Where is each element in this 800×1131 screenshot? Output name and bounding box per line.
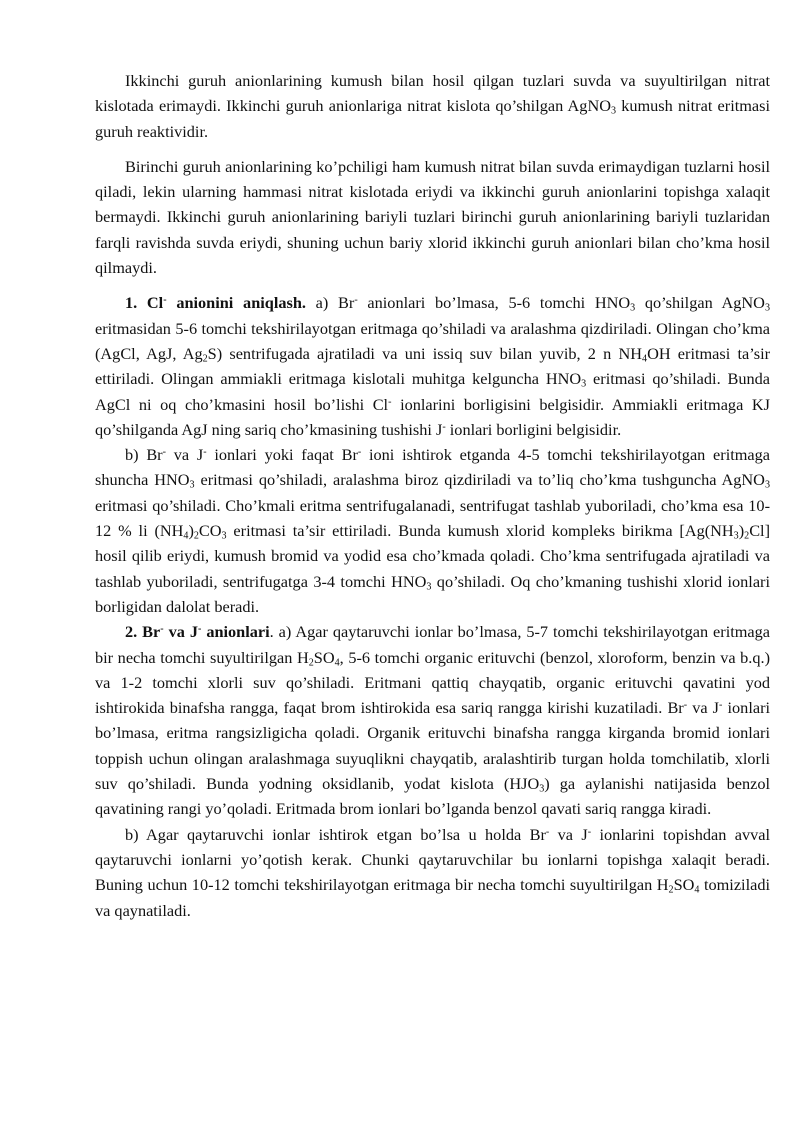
text-run: -: [587, 826, 592, 838]
text-run: -: [357, 446, 362, 458]
text-run: SO: [673, 875, 695, 895]
text-run: eritmasi qo’shiladi. Bunda AgCl ni oq cho’kmasini hosil bo’lishi Cl: [95, 369, 771, 414]
text-run: 2: [308, 657, 314, 669]
paragraph-chloride-detection: [95, 290, 770, 442]
paragraph-barium-salts: [95, 154, 770, 280]
text-run: . a) Agar qaytaruvchi ionlar bo’lmasa, 5-7 tomchi tekshirilayotgan eritmaga bir necha tomchi suyultirilgan H: [95, 622, 770, 667]
text-run: va J: [163, 622, 198, 642]
text-run: Cl] hosil qilib eriydi, kumush bromid va yodid esa cho’kmada qoladi. Cho’kma sentrifugada ajratiladi va tashlab yuboriladi, sentrifugatga 3-4 tomchi HNO: [95, 521, 770, 591]
text-run: anionlari bo’lmasa, 5-6 tomchi HNO: [357, 293, 631, 313]
text-run: -: [683, 699, 688, 711]
text-run: -: [162, 446, 166, 458]
text-run: b) Br: [125, 445, 163, 465]
text-run: 2: [744, 530, 750, 542]
text-run: 1. Cl: [125, 293, 164, 313]
text-run: -: [203, 446, 207, 458]
text-run: va J: [687, 698, 720, 718]
text-run: eritmasidan 5-6 tomchi tekshirilayotgan eritmaga qo’shiladi va aralashma qizdiriladi. Olingan cho’kma (AgCl, AgJ, Ag: [95, 318, 770, 363]
text-run: -: [160, 623, 164, 635]
text-run: S) sentrifugada ajratiladi va uni issiq suv bilan yuvib, 2 n NH: [207, 343, 643, 363]
text-run: 3: [221, 530, 227, 542]
text-run: eritmasi qo’shiladi, aralashma biroz qizdiriladi va to’liq cho’kma tushguncha AgNO: [194, 470, 765, 490]
text-run: Ikkinchi guruh anionlarining kumush bilan hosil qilgan tuzlari suvda va suyultirilgan nitrat kislotada erimaydi. Ikkinchi guruh anionlariga nitrat kislota qo’shilgan AgNO: [95, 71, 770, 116]
text-run: 2: [202, 353, 208, 365]
text-run: ionlari borligini belgisidir.: [445, 419, 622, 439]
text-run: va J: [165, 445, 204, 465]
text-run: Birinchi guruh anionlarining ko’pchiligi ham kumush nitrat bilan suvda erimaydigan tuzlarni hosil qiladi, lekin ularning hammasi nitrat kislotada eriydi va ikkinchi guruh anionlarini topishga xalaqit bermaydi. Ikkinchi guruh anionlarining bariyli tuzlari birinchi guruh anionlarining bariyli tuzlaridan farqli ravishda suvda eriydi, shuning uchun bariy xlorid ikkinchi guruh anionlari bilan cho’kma hosil qilmaydi.: [95, 156, 770, 278]
text-run: 2. Br: [125, 622, 161, 642]
text-run: 3: [630, 302, 636, 314]
text-run: qo’shiladi. Oq cho’kmaning tushishi xlorid ionlari borligidan dalolat beradi.: [95, 571, 770, 616]
text-run: -: [442, 421, 446, 433]
text-run: 4: [334, 657, 340, 669]
text-run: eritmasi ta’sir ettiriladi. Bunda kumush xlorid kompleks birikma [Ag(NH: [226, 521, 734, 541]
text-run: 4: [183, 530, 189, 542]
text-run: SO: [313, 647, 335, 667]
text-run: ionlari yoki faqat Br: [206, 445, 358, 465]
text-run: 3: [764, 302, 770, 314]
text-run: anionlari: [201, 622, 270, 642]
text-run: qo’shilgan AgNO: [635, 293, 765, 313]
text-run: anionini aniqlash.: [166, 293, 306, 313]
text-run: tomiziladi va qaynatiladi.: [95, 875, 770, 920]
text-run: ) ga aylanishi natijasida benzol qavatining rangi yo’qoladi. Eritmada brom ionlari bo’lganda benzol qavati sariq rangga kiradi.: [95, 774, 771, 819]
document-page: [95, 68, 770, 923]
text-run: 2: [668, 884, 674, 896]
text-run: 4: [694, 884, 700, 896]
text-run: -: [197, 623, 202, 635]
text-run: -: [163, 294, 167, 306]
text-run: 3: [189, 479, 195, 491]
text-run: 3: [610, 105, 617, 117]
text-run: -: [719, 699, 723, 711]
paragraph-reducing-ions: [95, 822, 770, 923]
text-run: 3: [764, 479, 770, 491]
paragraph-group-reagent: [95, 68, 770, 144]
text-run: 3: [733, 530, 739, 542]
text-run: 3: [581, 378, 587, 390]
text-run: ionlarini borligisini belgisidir. Ammiakli eritmaga KJ qo’shilganda AgJ ning sariq cho’kmasining tushishi J: [95, 394, 770, 439]
text-run: -: [388, 396, 392, 408]
text-run: CO: [198, 521, 222, 541]
text-run: 4: [642, 353, 648, 365]
text-run: 2: [193, 530, 199, 542]
paragraph-chloride-method-b: [95, 442, 770, 619]
text-run: 3: [426, 581, 432, 593]
text-run: b) Agar qaytaruvchi ionlar ishtirok etgan bo’lsa u holda Br: [125, 824, 546, 844]
text-run: kumush nitrat eritmasi guruh reaktividir.: [95, 96, 770, 141]
text-run: OH eritmasi ta’sir ettiriladi. Olingan ammiakli eritmaga kislotali muhitga kelguncha HNO: [95, 343, 771, 389]
text-run: eritmasi qo’shiladi. Cho’kmali eritma sentrifugalanadi, sentrifugat tashlab yuboriladi, cho’kma esa 10-12 % li (NH: [95, 495, 770, 541]
text-run: -: [354, 294, 358, 306]
paragraph-bromide-iodide-detection: [95, 619, 770, 821]
text-run: ): [188, 521, 194, 541]
text-run: a) Br: [305, 293, 355, 313]
text-run: ): [738, 521, 745, 541]
text-run: , 5-6 tomchi organic erituvchi (benzol, xloroform, benzin va b.q.) va 1-2 tomchi xlorli suv qo’shiladi. Eritmani qattiq chayqatib, organic erituvchi qavatini yod ishtirokida binafsha rangga, faqat brom ishtirokida esa sariq rangga kirishi kuzatiladi. Br: [95, 647, 771, 718]
text-run: ionlari bo’lmasa, eritma rangsizligicha qoladi. Organik erituvchi binafsha rangga kirganda bromid ionlari toppish uchun olingan aralashmaga suyuqlikni chayqatib, aralashtirib turgan holda tomchilatib, xlorli suv qo’shiladi. Bunda yodning oksidlanib, yodat kislota (HJO: [95, 698, 771, 794]
text-run: -: [545, 826, 550, 838]
text-run: 3: [539, 783, 545, 795]
text-run: ionlarini topishdan avval qaytaruvchi ionlarni yo’qotish kerak. Chunki qaytaruvchilar bu ionlarni topishga xalaqit beradi. Buning uchun 10-12 tomchi tekshirilayotgan eritmaga bir necha tomchi suyultirilgan H: [95, 824, 771, 895]
text-run: va J: [549, 824, 588, 844]
text-run: ioni ishtirok etganda 4-5 tomchi tekshirilayotgan eritmaga shuncha HNO: [95, 445, 771, 490]
